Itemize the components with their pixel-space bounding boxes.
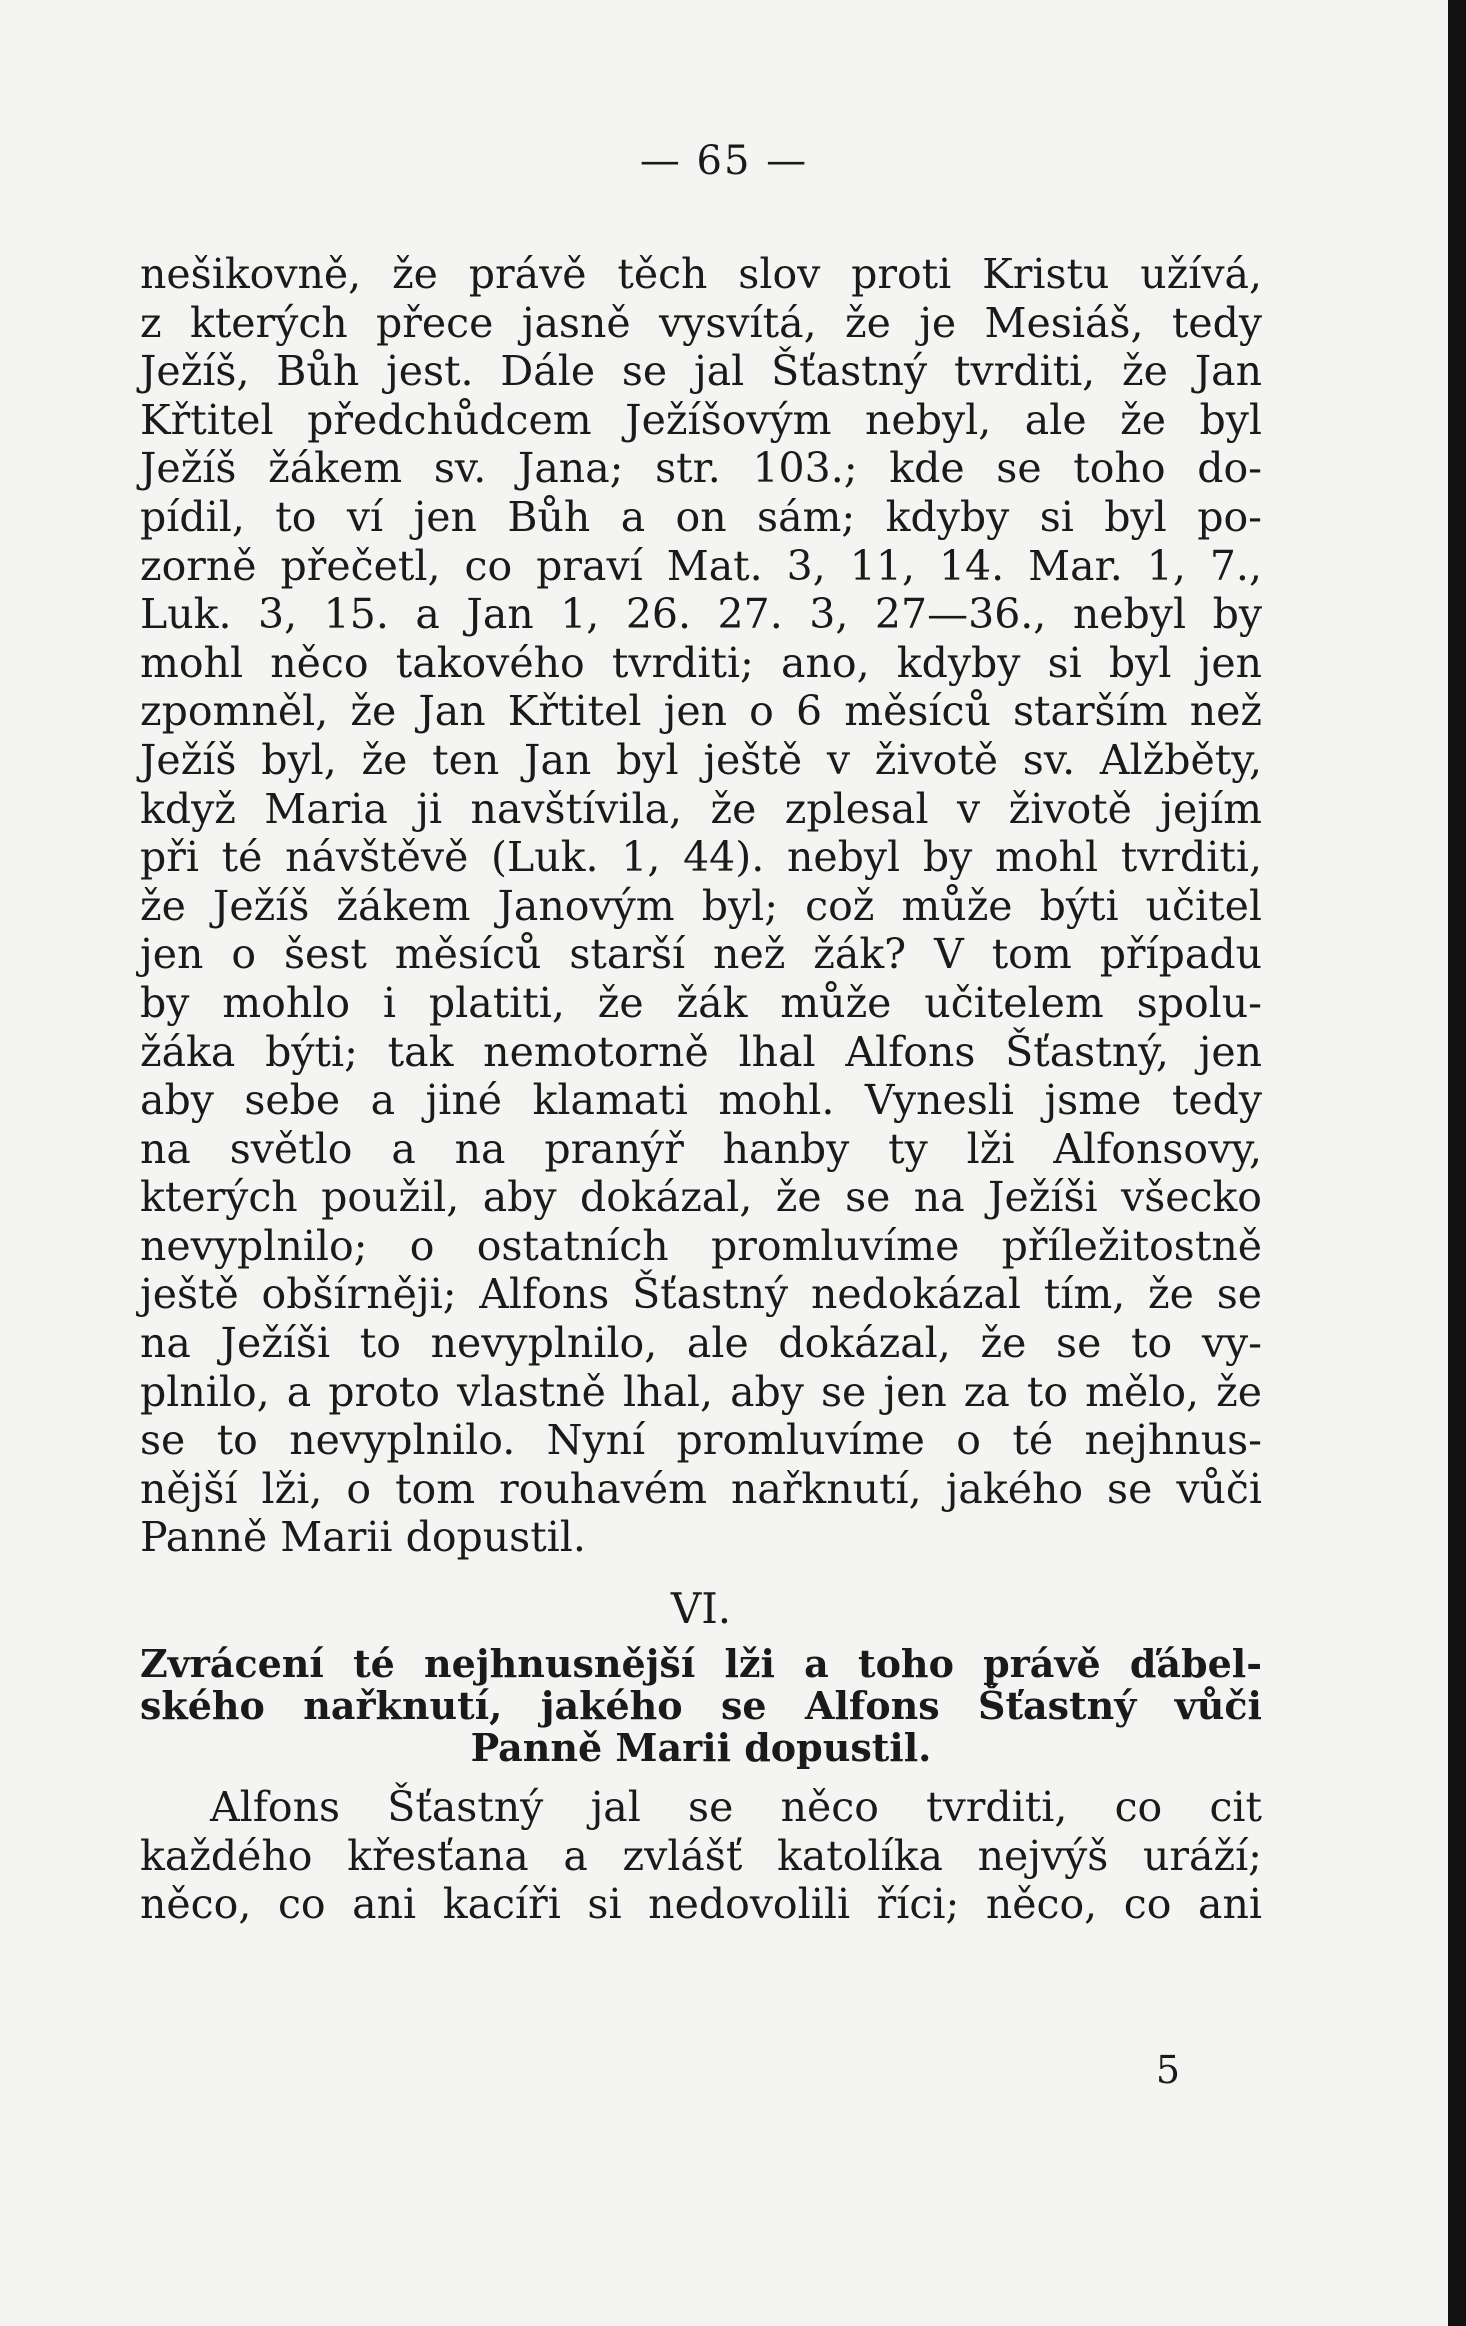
text-line: Křtitel předchůdcem Ježíšovým nebyl, ale že byl	[140, 395, 1262, 444]
paragraph-gap	[140, 1769, 1262, 1783]
signature-mark: 5	[1155, 2048, 1180, 2092]
text-line: z kterých přece jasně vysvítá, že je Mesiáš, tedy	[140, 298, 1262, 347]
text-line: Ježíš byl, že ten Jan byl ještě v životě sv. Alžběty,	[140, 735, 1262, 784]
scan-edge	[1448, 0, 1466, 2326]
text-line: zpomněl, že Jan Křtitel jen o 6 měsíců starším než	[140, 687, 1262, 736]
section-title	[140, 1643, 1262, 1769]
text-line: kterých použil, aby dokázal, že se na Ježíši všecko	[140, 1173, 1262, 1222]
page-number: — 65 —	[639, 138, 809, 184]
text-line: plnilo, a proto vlastně lhal, aby se jen za to mělo, že	[140, 1367, 1262, 1416]
text-line: na světlo a na pranýř hanby ty lži Alfonsovy,	[140, 1124, 1262, 1173]
text-line: něco, co ani kacíři si nedovolili říci; něco, co ani	[140, 1880, 1262, 1929]
text-line: Ježíš žákem sv. Jana; str. 103.; kde se toho do-	[140, 444, 1262, 493]
section-number: VI.	[670, 1584, 732, 1634]
section-title-line: ského nařknutí, jakého se Alfons Šťastný vůči	[140, 1683, 1262, 1729]
text-line: když Maria ji navštívila, že zplesal v životě jejím	[140, 784, 1262, 833]
text-line: nevyplnilo; o ostatních promluvíme příležitostně	[140, 1221, 1262, 1270]
text-line: mohl něco takového tvrditi; ano, kdyby si byl jen	[140, 638, 1262, 687]
text-line: by mohlo i platiti, že žák může učitelem spolu-	[140, 978, 1262, 1027]
section-title-line: Zvrácení té nejhnusnější lži a toho právě ďábel-	[140, 1641, 1262, 1687]
text-line: jen o šest měsíců starší než žák? V tom případu	[140, 930, 1262, 979]
text-line: ještě obšírněji; Alfons Šťastný nedokázal tím, že se	[140, 1270, 1262, 1319]
text-line: na Ježíši to nevyplnilo, ale dokázal, že se to vy-	[140, 1319, 1262, 1368]
text-block	[140, 250, 1262, 1929]
text-line: že Ježíš žákem Janovým byl; což může býti učitel	[140, 881, 1262, 930]
text-line: se to nevyplnilo. Nyní promluvíme o té nejhnus-	[140, 1416, 1262, 1465]
text-line: Panně Marii dopustil.	[140, 1513, 586, 1562]
text-line: zorně přečetl, co praví Mat. 3, 11, 14. Mar. 1, 7.,	[140, 541, 1262, 590]
text-line: pídil, to ví jen Bůh a on sám; kdyby si byl po-	[140, 492, 1262, 541]
body-paragraph	[140, 250, 1262, 1562]
text-line: Luk. 3, 15. a Jan 1, 26. 27. 3, 27—36., nebyl by	[140, 590, 1262, 639]
section-title-line: Panně Marii dopustil.	[470, 1725, 932, 1771]
text-line: nější lži, o tom rouhavém nařknutí, jakého se vůči	[140, 1464, 1262, 1513]
text-line: aby sebe a jiné klamati mohl. Vynesli jsme tedy	[140, 1076, 1262, 1125]
text-line: žáka býti; tak nemotorně lhal Alfons Šťastný, jen	[140, 1027, 1262, 1076]
text-line: každého křesťana a zvlášť katolíka nejvýš uráží;	[140, 1831, 1262, 1880]
text-line: při té návštěvě (Luk. 1, 44). nebyl by mohl tvrditi,	[140, 833, 1262, 882]
text-line: Ježíš, Bůh jest. Dále se jal Šťastný tvrditi, že Jan	[140, 347, 1262, 396]
text-line: nešikovně, že právě těch slov proti Kristu užívá,	[140, 250, 1262, 298]
text-line: Alfons Šťastný jal se něco tvrditi, co cit	[210, 1783, 1262, 1832]
second-paragraph	[140, 1783, 1262, 1929]
